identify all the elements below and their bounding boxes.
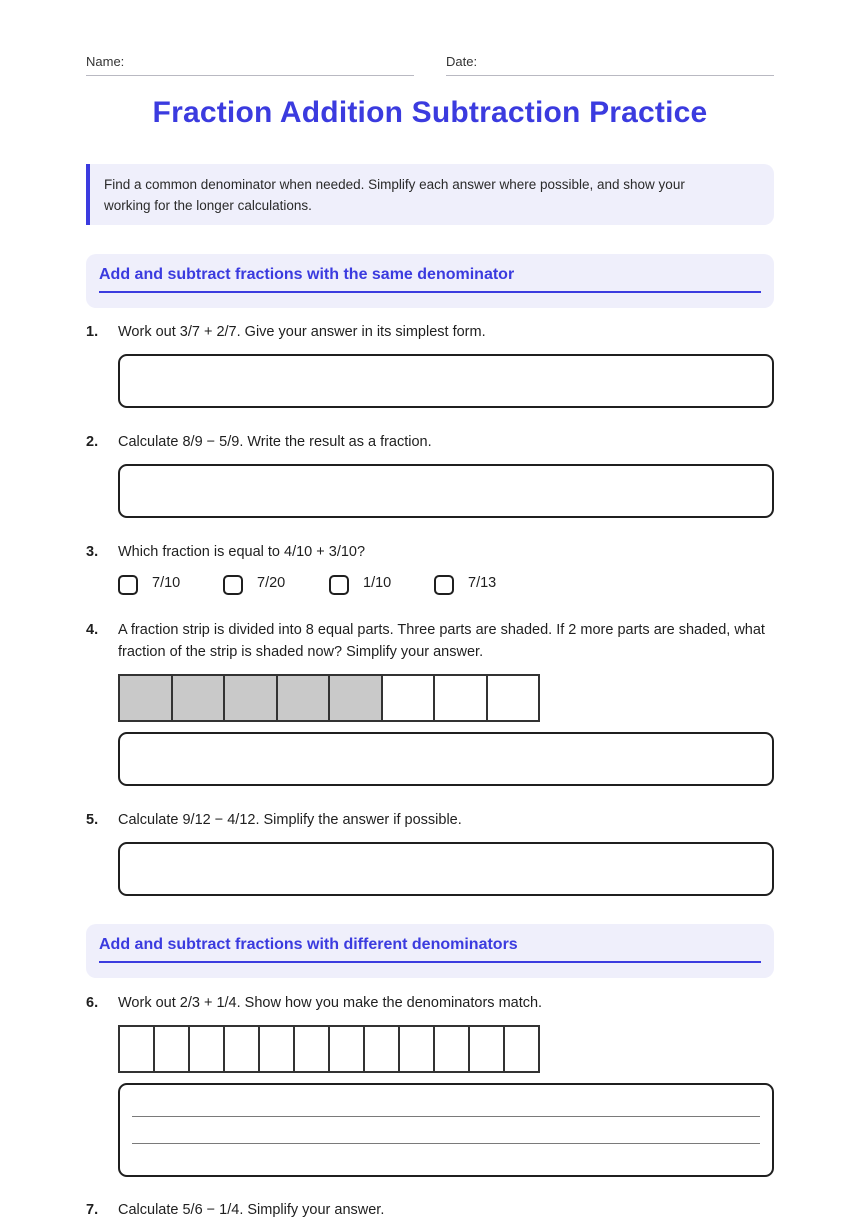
date-field[interactable] xyxy=(446,54,774,76)
strip-part xyxy=(505,1027,538,1071)
answer-box-2[interactable] xyxy=(118,464,774,518)
name-field[interactable] xyxy=(86,54,414,76)
option-label: 7/10 xyxy=(152,575,181,591)
header-fields xyxy=(86,54,774,76)
question-text: Work out 2/3 + 1/4. Show how you make the denominators match. xyxy=(118,995,543,1011)
question-text: Calculate 8/9 − 5/9. Write the result as a fraction. xyxy=(118,434,432,450)
strip-part xyxy=(260,1027,295,1071)
question-text: A fraction strip is divided into 8 equal parts. Three parts are shaded. If 2 more parts are shaded, what fraction of the strip is shaded now? Simplify your answer. xyxy=(118,622,765,660)
checkbox[interactable] xyxy=(118,575,138,595)
strip-part xyxy=(470,1027,505,1071)
strip-part xyxy=(330,1027,365,1071)
option-label: 1/10 xyxy=(363,575,392,591)
question-text: Calculate 9/12 − 4/12. Simplify the answer if possible. xyxy=(118,812,462,828)
question-text: Calculate 5/6 − 1/4. Simplify your answer. xyxy=(118,1202,385,1218)
question-number: 4. xyxy=(86,622,99,638)
fraction-strip xyxy=(118,674,540,722)
question-number: 6. xyxy=(86,995,99,1011)
strip-part-shaded xyxy=(173,676,226,720)
checkbox[interactable] xyxy=(329,575,349,595)
strip-part-shaded xyxy=(225,676,278,720)
writing-line xyxy=(132,1143,760,1144)
strip-part xyxy=(295,1027,330,1071)
checkbox[interactable] xyxy=(223,575,243,595)
strip-part xyxy=(383,676,436,720)
section-different-denominators xyxy=(86,924,774,978)
answer-box-6[interactable] xyxy=(118,1083,774,1177)
option-label: 7/13 xyxy=(468,575,497,591)
strip-part xyxy=(225,1027,260,1071)
question-number: 1. xyxy=(86,324,99,340)
question-text: Which fraction is equal to 4/10 + 3/10? xyxy=(118,544,366,560)
question-number: 7. xyxy=(86,1202,99,1218)
strip-part xyxy=(155,1027,190,1071)
strip-part xyxy=(120,1027,155,1071)
question-number: 5. xyxy=(86,812,99,828)
strip-part xyxy=(488,676,539,720)
writing-line xyxy=(132,1116,760,1117)
strip-part xyxy=(435,1027,470,1071)
answer-box-1[interactable] xyxy=(118,354,774,408)
strip-part xyxy=(365,1027,400,1071)
date-label: Date: xyxy=(446,54,478,69)
name-label: Name: xyxy=(86,54,125,69)
section-title: Add and subtract fractions with different denominators xyxy=(99,936,761,963)
question-text: Work out 3/7 + 2/7. Give your answer in its simplest form. xyxy=(118,324,486,340)
instructions-box: Find a common denominator when needed. Simplify each answer where possible, and show your working for the longer calculations. xyxy=(86,164,774,225)
checkbox[interactable] xyxy=(434,575,454,595)
answer-box-5[interactable] xyxy=(118,842,774,896)
strip-part xyxy=(435,676,488,720)
section-same-denominator xyxy=(86,254,774,308)
question-number: 2. xyxy=(86,434,99,450)
section-title: Add and subtract fractions with the same denominator xyxy=(99,266,761,293)
strip-part-shaded xyxy=(278,676,331,720)
strip-part-shaded xyxy=(120,676,173,720)
strip-part-shaded xyxy=(330,676,383,720)
strip-part xyxy=(400,1027,435,1071)
strip-part xyxy=(190,1027,225,1071)
answer-box-4[interactable] xyxy=(118,732,774,786)
fraction-strip xyxy=(118,1025,540,1073)
page-title: Fraction Addition Subtraction Practice xyxy=(152,96,708,129)
question-number: 3. xyxy=(86,544,99,560)
option-label: 7/20 xyxy=(257,575,286,591)
